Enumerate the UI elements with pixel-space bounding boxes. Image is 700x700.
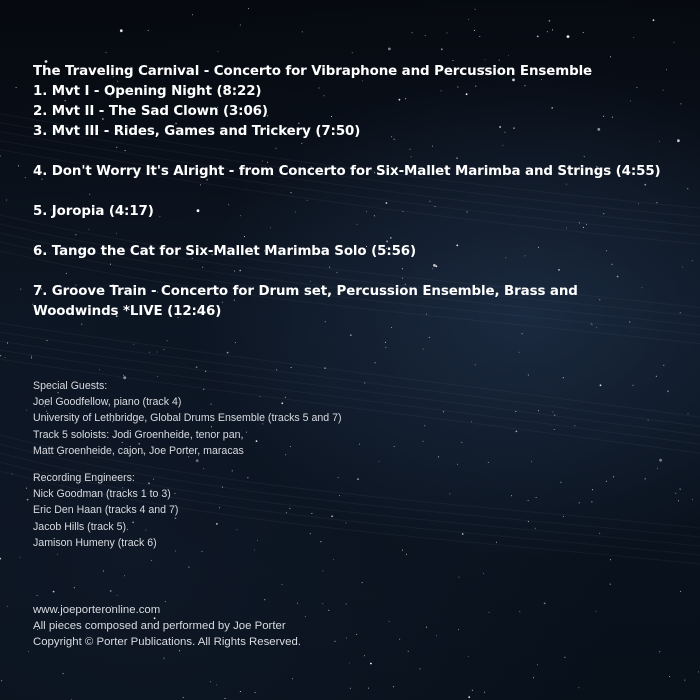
star (475, 364, 476, 365)
recording-engineers-credits (33, 470, 633, 551)
star (47, 340, 48, 341)
star (663, 365, 664, 366)
star (531, 461, 532, 462)
star (682, 267, 683, 268)
star (192, 14, 193, 15)
star (7, 606, 8, 607)
star (255, 692, 256, 693)
star (375, 362, 376, 363)
star (7, 343, 8, 344)
star (488, 462, 489, 463)
star (5, 357, 6, 358)
engineer-line: Jamison Humeny (track 6) (33, 536, 157, 549)
star (429, 337, 430, 338)
star (610, 559, 611, 560)
star (370, 663, 372, 665)
star (567, 35, 570, 38)
special-guests-heading: Special Guests: (33, 380, 108, 392)
star (391, 327, 392, 328)
star (20, 289, 21, 290)
star (677, 139, 680, 142)
spacer (33, 262, 673, 282)
star (688, 413, 689, 414)
star (519, 352, 520, 353)
star (441, 48, 443, 50)
star (368, 688, 369, 689)
star (680, 591, 681, 592)
star (364, 655, 365, 656)
star (684, 680, 685, 681)
star (292, 678, 293, 679)
guest-line: Matt Groenheide, cajon, Joe Porter, maracas (33, 444, 244, 457)
star (698, 671, 699, 672)
engineer-line: Nick Goodman (tracks 1 to 3) (33, 488, 171, 501)
star (446, 32, 447, 33)
star (164, 349, 165, 350)
composer-note: All pieces composed and performed by Joe Porter (33, 620, 286, 633)
star (457, 464, 458, 465)
star (549, 20, 551, 22)
star (124, 575, 125, 576)
star (528, 375, 529, 376)
star (349, 663, 350, 664)
star (475, 9, 476, 10)
star (385, 342, 386, 343)
star (26, 488, 27, 489)
star (120, 29, 123, 32)
copyright-text: Copyright © Porter Publications. All Rights Reserved. (33, 636, 301, 649)
star (669, 676, 670, 677)
star (167, 340, 168, 341)
star (659, 459, 662, 462)
star (479, 36, 480, 37)
special-guests-credits (33, 378, 633, 459)
star (423, 349, 424, 350)
star (592, 324, 593, 325)
star (205, 371, 206, 372)
star (31, 356, 32, 357)
star (657, 468, 658, 469)
star (596, 327, 597, 328)
star (645, 478, 646, 479)
star (63, 673, 64, 674)
star (583, 32, 584, 33)
star (20, 557, 21, 558)
concerto-title: The Traveling Carnival - Concerto for Vibraphone and Percussion Ensemble (33, 64, 593, 79)
star (164, 658, 165, 659)
star (6, 200, 7, 201)
engineer-line: Eric Den Haan (tracks 4 and 7) (33, 504, 179, 517)
star (196, 366, 198, 368)
track-5: 5. Joropia (4:17) (33, 204, 154, 219)
star (578, 687, 579, 688)
star (610, 584, 611, 585)
star (537, 664, 538, 665)
star (235, 342, 236, 343)
footer-credits (33, 602, 633, 651)
star (680, 103, 681, 104)
star (352, 52, 353, 53)
star (692, 499, 693, 500)
track-7: 7. Groove Train - Concerto for Drum set, Percussion Ensemble, Brass and Woodwinds *LIVE (12:46) (33, 284, 578, 319)
star (188, 567, 189, 568)
star (103, 571, 104, 572)
guest-line: University of Lethbridge, Global Drums Ensemble (tracks 5 and 7) (33, 412, 342, 425)
star (379, 461, 380, 462)
star (157, 376, 158, 377)
guest-line: Joel Goodfellow, piano (track 4) (33, 396, 182, 409)
spacer (33, 182, 673, 202)
star (28, 651, 29, 652)
star (388, 48, 391, 51)
star (459, 577, 460, 578)
track-list (33, 62, 673, 322)
star (547, 31, 548, 32)
star (106, 52, 107, 53)
star (12, 473, 13, 474)
spacer (33, 222, 673, 242)
star (468, 696, 470, 698)
star (537, 36, 539, 38)
star (276, 369, 277, 370)
star (149, 352, 150, 353)
star (227, 352, 229, 354)
star (675, 493, 676, 494)
star (216, 684, 217, 685)
star (508, 55, 509, 56)
star (687, 188, 688, 189)
star (610, 56, 611, 57)
track-2: 2. Mvt II - The Sad Clown (3:06) (33, 104, 268, 119)
star (324, 367, 326, 369)
star (680, 312, 681, 313)
star (678, 500, 679, 501)
star (157, 352, 158, 353)
star (151, 560, 152, 561)
star (27, 499, 29, 501)
star (468, 19, 469, 20)
star (453, 60, 454, 61)
star (183, 697, 184, 698)
star (362, 582, 363, 583)
star (240, 691, 241, 692)
star (552, 29, 553, 30)
engineer-line: Jacob Hills (track 5) (33, 520, 127, 533)
track-4: 4. Don't Worry It's Alright - from Concerto for Six-Mallet Marimba and Strings (4:55) (33, 164, 661, 179)
star (406, 554, 407, 555)
star (412, 32, 413, 33)
star (533, 677, 534, 678)
star (133, 344, 134, 345)
star (485, 59, 486, 60)
star (350, 688, 351, 689)
star (484, 692, 485, 693)
star (202, 551, 203, 552)
star (322, 570, 323, 571)
star (674, 42, 675, 43)
star (225, 698, 226, 699)
star (680, 489, 681, 490)
star (240, 25, 241, 26)
star (117, 595, 118, 596)
star (653, 19, 655, 21)
star (282, 584, 283, 585)
star (472, 690, 473, 691)
recording-engineers-heading: Recording Engineers: (33, 472, 135, 484)
star (667, 390, 669, 392)
star (385, 347, 386, 348)
star (393, 686, 394, 687)
star (408, 651, 409, 652)
star (99, 369, 100, 370)
star (425, 35, 426, 36)
guest-line: Track 5 soloists: Jodi Groenheide, tenor pan, (33, 428, 244, 441)
star (16, 87, 17, 88)
star (564, 657, 565, 658)
star (0, 156, 1, 157)
star (0, 355, 1, 356)
star (522, 333, 523, 334)
star (37, 595, 38, 596)
star (499, 60, 500, 61)
star (210, 681, 211, 682)
star (692, 260, 693, 261)
star (350, 334, 352, 336)
star (483, 573, 484, 574)
spacer (33, 142, 673, 162)
star (633, 37, 634, 38)
star (57, 554, 58, 555)
website-text: www.joeporteronline.com (33, 604, 161, 616)
star (648, 420, 649, 421)
star (302, 31, 303, 32)
star (248, 8, 249, 9)
star (291, 367, 292, 368)
star (656, 376, 657, 377)
star (0, 558, 1, 560)
star (659, 651, 660, 652)
star (26, 410, 27, 411)
star (74, 587, 75, 588)
star (196, 459, 199, 462)
track-6: 6. Tango the Cat for Six-Mallet Marimba Solo (5:56) (33, 244, 417, 259)
star (468, 656, 469, 657)
star (110, 590, 112, 592)
star (591, 323, 592, 324)
track-3: 3. Mvt III - Rides, Games and Trickery (7:50) (33, 124, 361, 139)
star (25, 177, 26, 178)
star (18, 165, 19, 166)
star (1, 680, 2, 681)
star (474, 30, 475, 31)
star (419, 668, 420, 669)
star (31, 357, 32, 358)
star (123, 375, 124, 376)
star (217, 51, 218, 52)
star (148, 30, 149, 31)
track-1: 1. Mvt I - Opening Night (8:22) (33, 84, 262, 99)
star (53, 591, 55, 593)
star (264, 599, 265, 600)
star (81, 324, 82, 325)
star (333, 559, 334, 560)
